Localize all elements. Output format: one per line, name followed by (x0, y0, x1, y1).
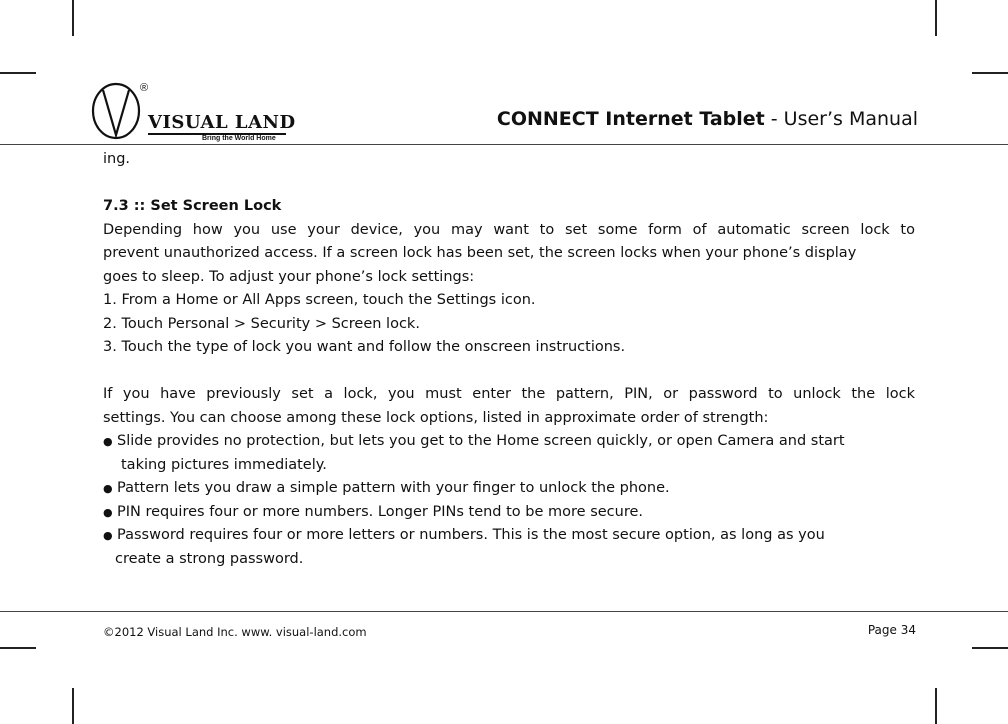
v-emblem-icon (90, 80, 149, 140)
bullet-item-continuation: taking pictures immediately. (121, 456, 327, 473)
page-body (103, 148, 915, 571)
paragraph-1-line-2: prevent unauthorized access. If a screen lock has been set, the screen locks when your phone’s display (103, 245, 857, 261)
crop-mark-bottom-left (72, 688, 74, 724)
crop-mark-bottom-right (935, 688, 937, 724)
registered-mark: ® (140, 82, 149, 94)
paragraph-2-line-1: If you have previously set a lock, you must enter the pattern, PIN, or password to unlock the lock (103, 386, 915, 402)
bullet-item-continuation: create a strong password. (115, 550, 304, 567)
section-heading: 7.3 :: Set Screen Lock (103, 198, 282, 214)
page-header (88, 70, 918, 142)
crop-mark-top-left (72, 0, 74, 36)
paragraph-2-line-2: settings. You can choose among these lock options, listed in approximate order of strength: (103, 409, 769, 426)
logo-brand-text: VISUAL LAND (148, 112, 296, 133)
footer-divider (0, 611, 1008, 612)
crop-mark-left-lower (0, 647, 36, 649)
bullet-item: ● Slide provides no protection, but lets you get to the Home screen quickly, or open Camera and start (103, 430, 915, 454)
paragraph-1-line-3: goes to sleep. To adjust your phone’s lock settings: (103, 268, 475, 285)
document-title-product: CONNECT Internet Tablet (496, 108, 765, 130)
page-number: Page 34 (867, 623, 916, 637)
visual-land-logo (88, 78, 348, 142)
crop-mark-top-right (935, 0, 937, 36)
bullet-item: ● PIN requires four or more numbers. Longer PINs tend to be more secure. (103, 501, 915, 525)
logo-tagline: Bring the World Home (202, 135, 276, 142)
bullet-item: ● Password requires four or more letters or numbers. This is the most secure option, as long as you (103, 524, 915, 548)
continuation-text: ing. (103, 151, 131, 167)
crop-mark-left-upper (0, 72, 36, 74)
crop-mark-right-upper (972, 72, 1008, 74)
step-item: 3. Touch the type of lock you want and follow the onscreen instructions. (103, 339, 626, 355)
step-item: 1. From a Home or All Apps screen, touch the Settings icon. (103, 292, 536, 308)
document-title-suffix: - User’s Manual (764, 108, 918, 130)
footer-copyright: ©2012 Visual Land Inc. www. visual-land.com (103, 625, 367, 639)
header-divider (0, 144, 1008, 145)
bullet-item: ● Pattern lets you draw a simple pattern with your finger to unlock the phone. (103, 477, 915, 501)
step-item: 2. Touch Personal > Security > Screen lock. (103, 315, 420, 332)
paragraph-1-line-1: Depending how you use your device, you may want to set some form of automatic screen lock to (103, 221, 915, 238)
crop-mark-right-lower (972, 647, 1008, 649)
document-title (497, 108, 918, 130)
